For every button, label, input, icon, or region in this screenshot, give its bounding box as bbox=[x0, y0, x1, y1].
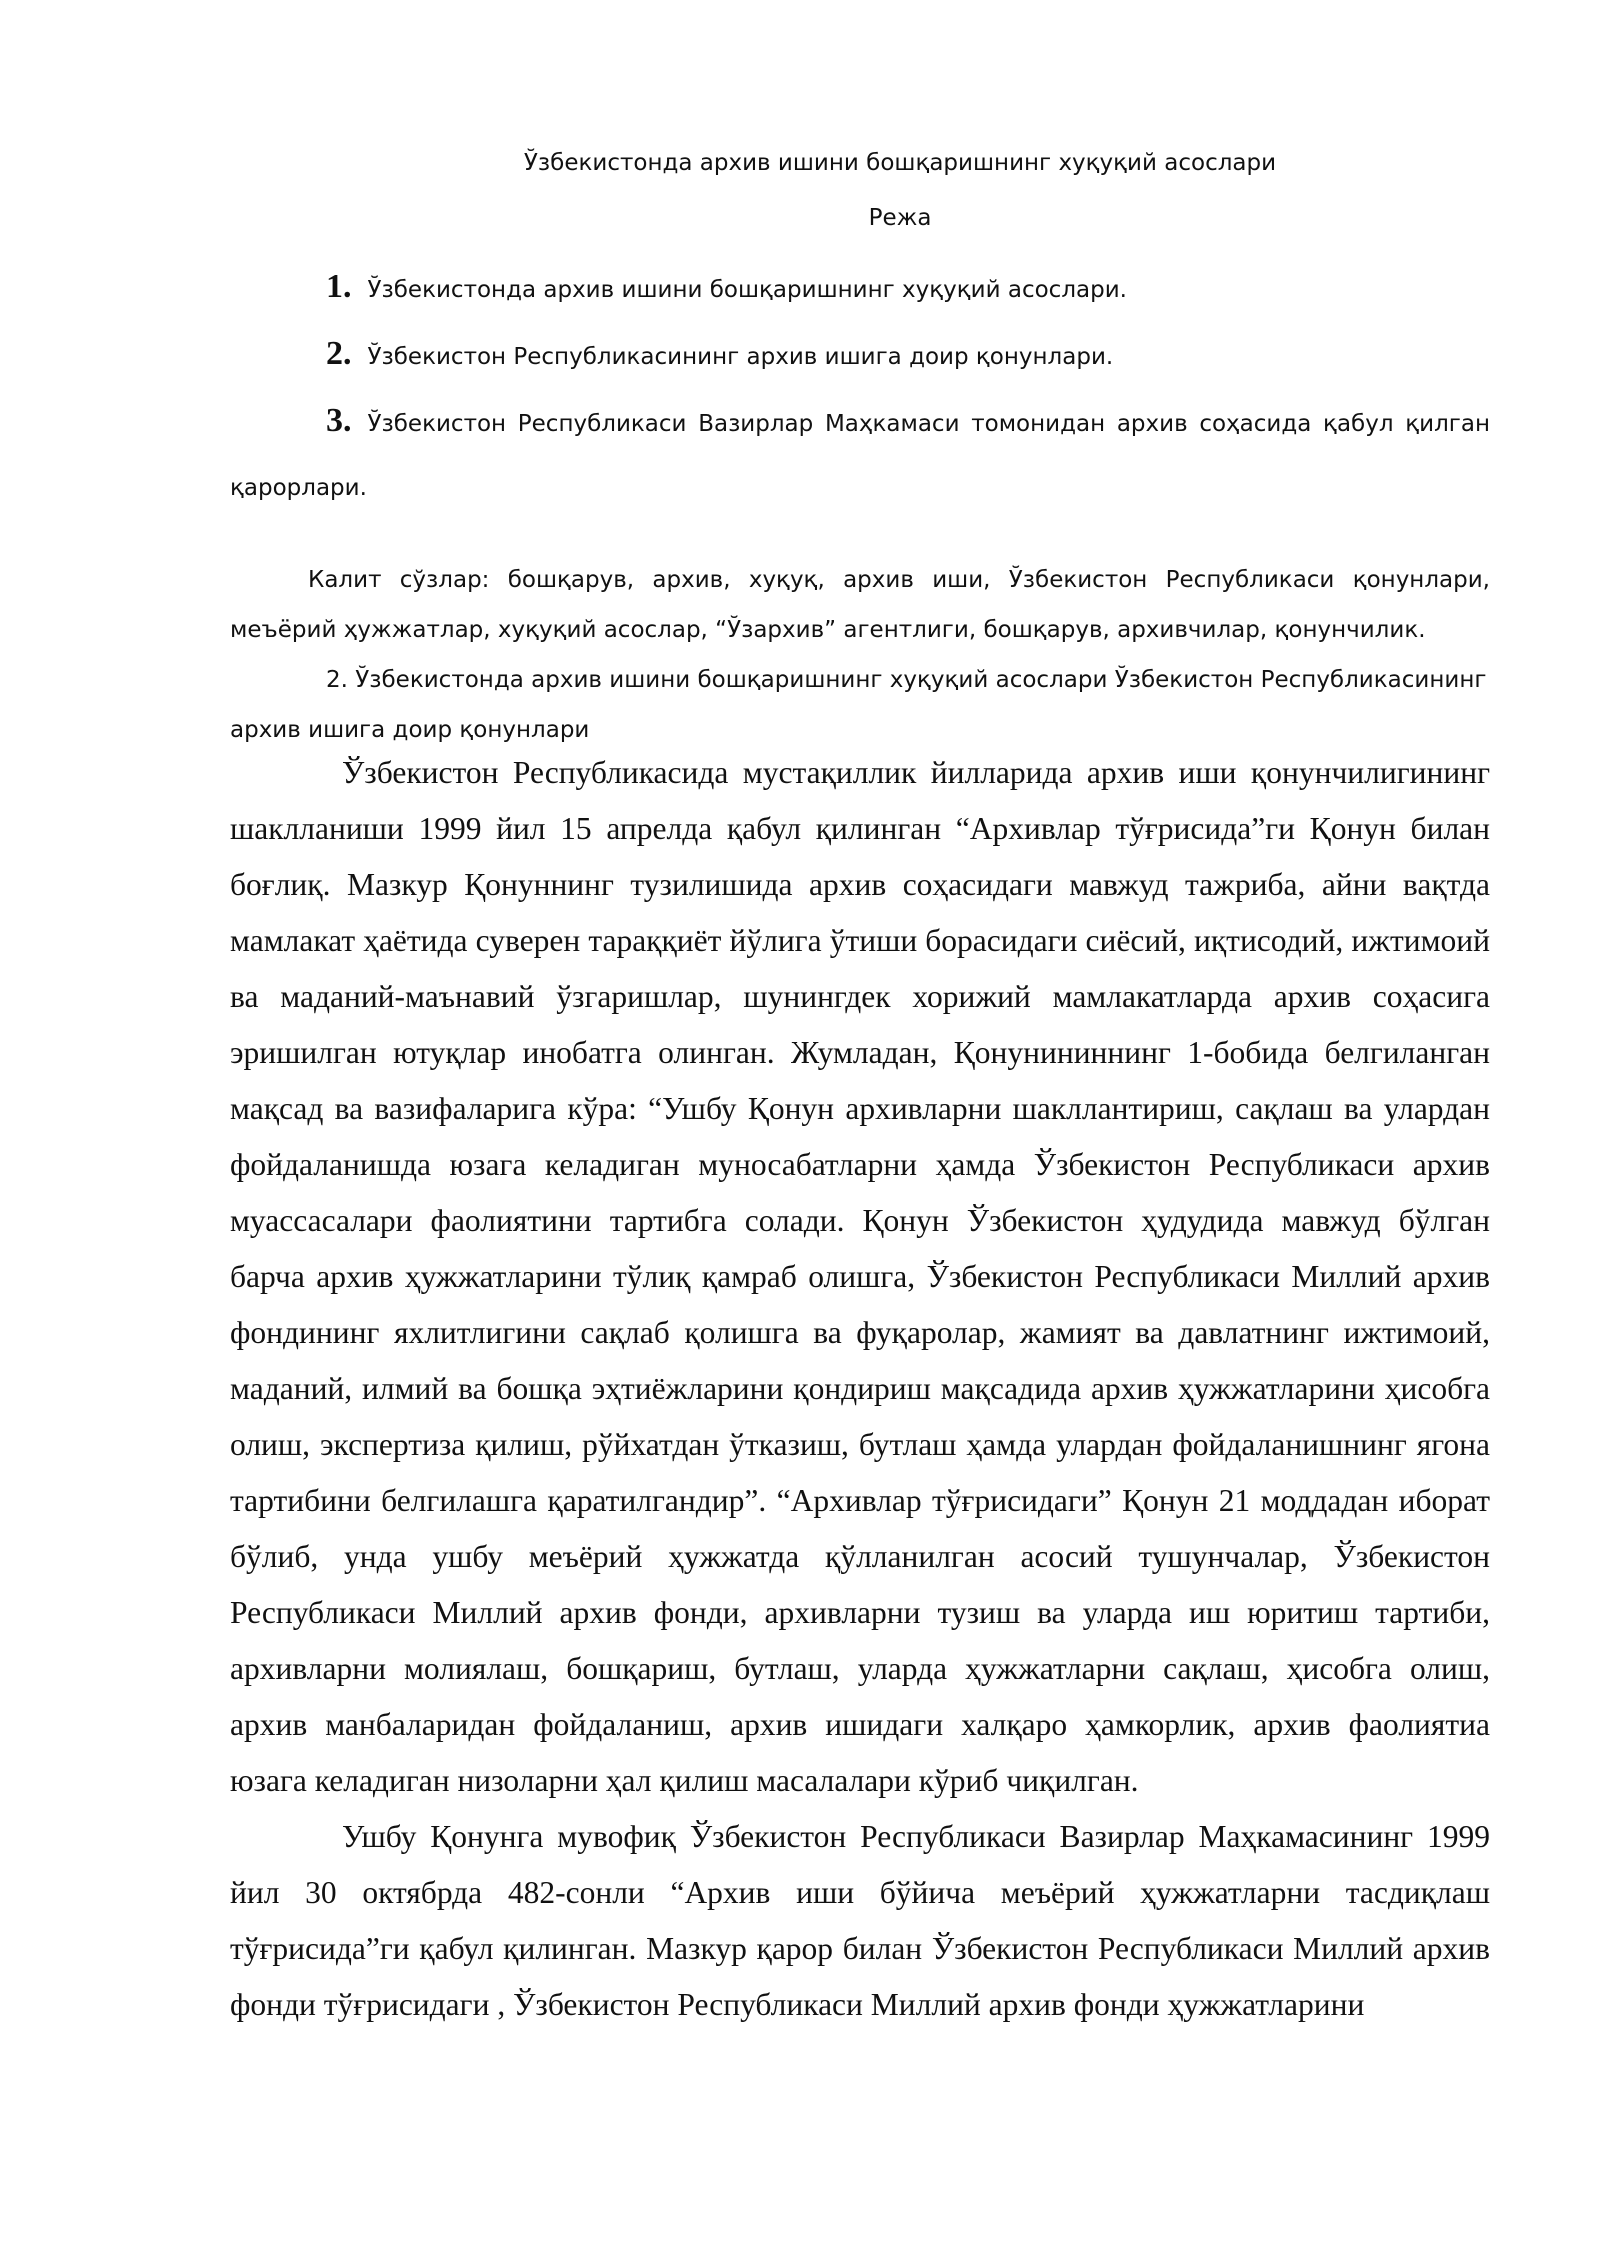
plan-item-number: 2. bbox=[326, 335, 352, 372]
plan-item-text: Ўзбекистонда архив ишини бошқаришнинг хуқуқий асослари. bbox=[367, 277, 1127, 303]
plan-item bbox=[230, 322, 1490, 389]
plan-item-text: Ўзбекистон Республикаси Вазирлар Маҳкамаси томонидан архив соҳасида қабул қилган қарорлари. bbox=[230, 411, 1490, 501]
paragraph: Ўзбекистон Республикасида мустақиллик йилларида архив иши қонунчилигининг шаклланиши 1999 йил 15 апрелда қабул қилинган “Архивлар тўғрисида”ги Қонун билан боғлиқ. Мазкур Қонуннинг тузилишида архив соҳасидаги мавжуд тажриба, айни вақтда мамлакат ҳаётида суверен тараққиёт йўлига ўтиши борасидаги сиёсий, иқтисодий, ижтимоий ва маданий-маънавий ўзгаришлар, шунингдек хорижий мамлакатларда архив соҳасига эришилган ютуқлар инобатга олинган. Жумладан, Қонунининнинг 1-бобида белгиланган мақсад ва вазифаларига кўра: “Ушбу Қонун архивларни шакллантириш, сақлаш ва улардан фойдаланишда юзага келадиган муносабатларни ҳамда Ўзбекистон Республикаси архив муассасалари фаолиятини тартибга солади. Қонун Ўзбекистон ҳудудида мавжуд бўлган барча архив ҳужжатларини тўлиқ қамраб олишга, Ўзбекистон Республикаси Миллий архив фондининг яхлитлигини сақлаб қолишга ва фуқаролар, жамият ва давлатнинг ижтимоий, маданий, илмий ва бошқа эҳтиёжларини қондириш мақсадида архив ҳужжатларини ҳисобга олиш, экспертиза қилиш, рўйхатдан ўтказиш, бутлаш ҳамда улардан фойдаланишнинг ягона тартибини белгилашга қаратилгандир”. “Архивлар тўғрисидаги” Қонун 21 моддадан иборат бўлиб, унда ушбу меъёрий ҳужжатда қўлланилган асосий тушунчалар, Ўзбекистон Республикаси Миллий архив фонди, архивларни тузиш ва уларда иш юритиш тартиби, архивларни молиялаш, бошқариш, бутлаш, уларда ҳужжатларни сақлаш, ҳисобга олиш, архив манбаларидан фойдаланиш, архив ишидаги халқаро ҳамкорлик, архив фаолиятиа юзага келадиган низоларни ҳал қилиш масалалари кўриб чиқилган. bbox=[230, 755, 1490, 1798]
plan-item-text: Ўзбекистон Республикасининг архив ишига доир қонунлари. bbox=[367, 344, 1114, 370]
section-heading: 2. Ўзбекистонда архив ишини бошқаришнинг хуқуқий асослари Ўзбекистон Республикасининг архив ишига доир қонунлари bbox=[230, 667, 1487, 743]
keywords: Калит сўзлар: бошқарув, архив, хуқуқ, архив иши, Ўзбекистон Республикаси қонунлари, меъёрий ҳужжатлар, хуқуқий асослар, “Ўзархив” агентлиги, бошқарув, архивчилар, қонунчилик. bbox=[230, 567, 1490, 643]
plan-item bbox=[230, 389, 1490, 520]
plan-item-number: 1. bbox=[326, 268, 352, 305]
plan-heading: Режа bbox=[868, 205, 932, 231]
plan-item bbox=[230, 255, 1490, 322]
plan-item-number: 3. bbox=[326, 402, 352, 439]
body-text bbox=[230, 745, 1490, 2033]
plan-list bbox=[230, 255, 1490, 520]
document-title: Ўзбекистонда архив ишини бошқаришнинг хуқуқий асослари bbox=[523, 150, 1277, 176]
paragraph: Ушбу Қонунга мувофиқ Ўзбекистон Республикаси Вазирлар Маҳкамасининг 1999 йил 30 октябрда 482-сонли “Архив иши бўйича меъёрий ҳужжатларни тасдиқлаш тўғрисида”ги қабул қилинган. Мазкур қарор билан Ўзбекистон Республикаси Миллий архив фонди тўғрисидаги , Ўзбекистон Республикаси Миллий архив фонди ҳужжатларини bbox=[230, 1819, 1490, 2022]
